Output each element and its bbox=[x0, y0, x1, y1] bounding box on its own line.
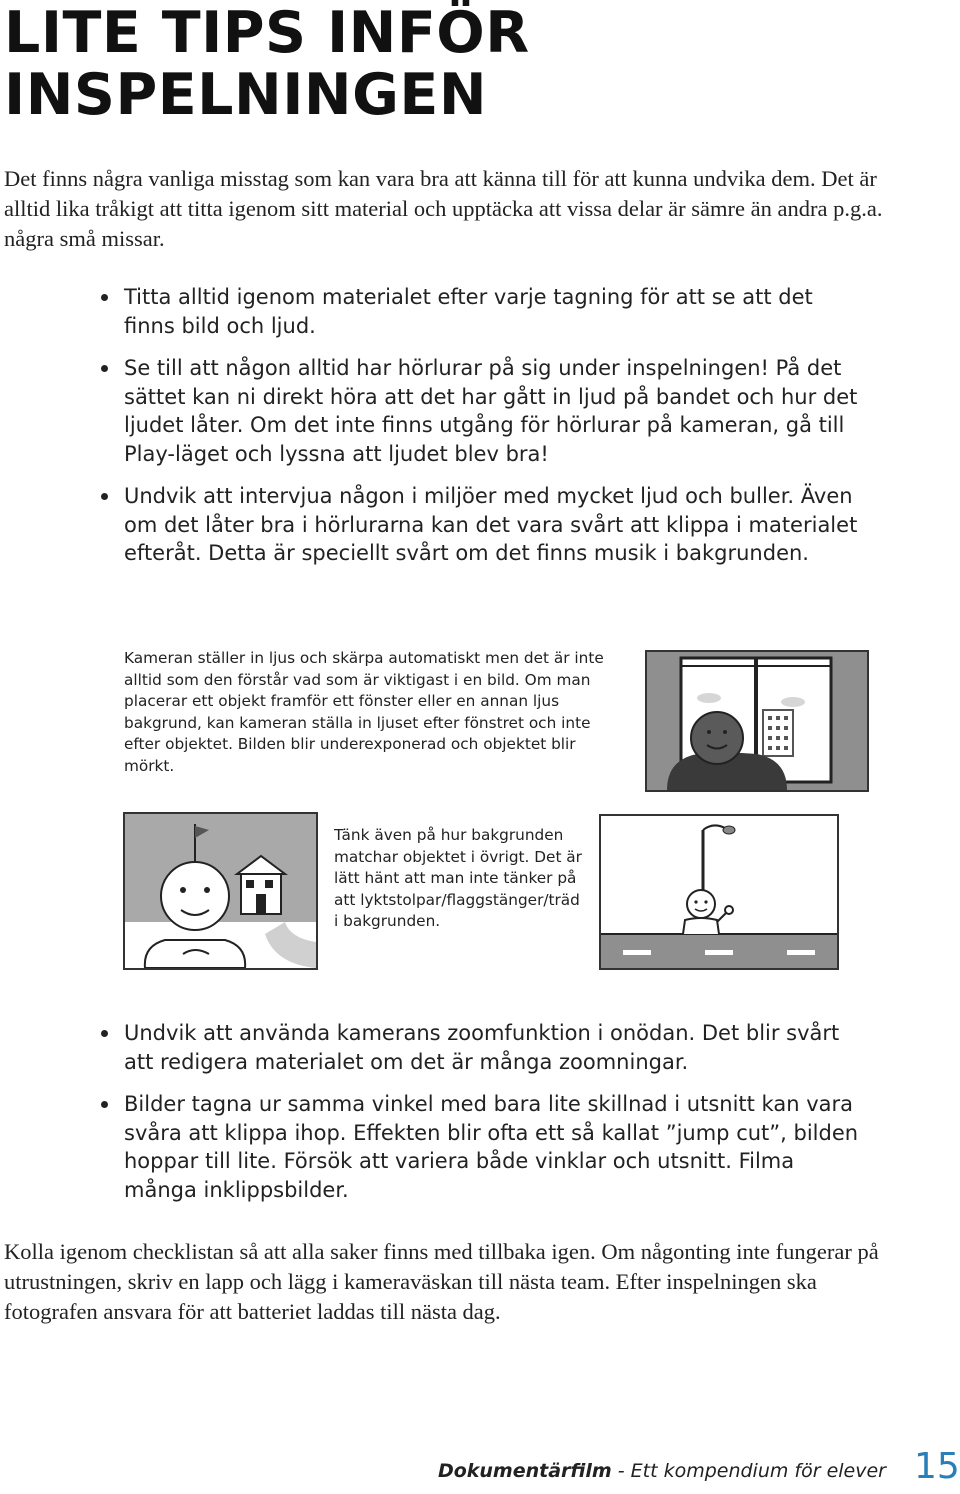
bullet-icon bbox=[101, 1030, 108, 1037]
tip-text: Titta alltid igenom materialet efter varje tagning för att se att det finns bild och ljud. bbox=[124, 285, 813, 338]
title-line-2: INSPELNINGEN bbox=[4, 62, 488, 128]
list-item bbox=[0, 283, 860, 340]
tip-text: Undvik att intervjua någon i miljöer med mycket ljud och buller. Även om det låter bra i hörlurarna kan det vara svårt att klippa i materialet efteråt. Detta är speciellt svårt om det finns musik i bakgrunden. bbox=[124, 484, 858, 565]
backlight-caption: Kameran ställer in ljus och skärpa automatiskt men det är inte alltid som den förstår vad som är viktigast i en bild. Om man placerar ett objekt framför ett fönster eller en annan ljus bakgrund, kan kameran ställa in ljuset efter fönstret och inte efter objektet. Bilden blir underexponerad och objektet blir mörkt. bbox=[124, 649, 604, 775]
list-item bbox=[0, 1019, 860, 1076]
bullet-icon bbox=[101, 1101, 108, 1108]
list-item bbox=[0, 482, 860, 568]
running-footer bbox=[438, 1460, 886, 1482]
page-number: 15 bbox=[914, 1446, 960, 1487]
streetlamp-illustration bbox=[599, 814, 839, 970]
intro-paragraph: Det finns några vanliga misstag som kan vara bra att känna till för att kunna undvika dem. Det är alltid lika tråkigt att titta igenom sitt material och upptäcka att vissa delar är sämre än andra p.g.a. några små missar. bbox=[4, 166, 883, 251]
footer-title: Dokumentärfilm bbox=[437, 1460, 612, 1482]
tip-text: Undvik att använda kamerans zoomfunktion i onödan. Det blir svårt att redigera materialet om det är många zoomningar. bbox=[124, 1021, 840, 1074]
tips-list-bottom bbox=[0, 1019, 860, 1204]
page-title bbox=[4, 2, 530, 126]
list-item bbox=[0, 354, 860, 468]
background-caption: Tänk även på hur bakgrunden matchar objektet i övrigt. Det är lätt hänt att man inte tänker på att lyktstolpar/flaggstänger/träd i bakgrunden. bbox=[334, 826, 582, 930]
closing-paragraph: Kolla igenom checklistan så att alla saker finns med tillbaka igen. Om någonting inte fungerar på utrustningen, skriv en lapp och lägg i kameraväskan till nästa team. Efter inspelningen ska fotografen ansvara för att batteriet laddas till nästa dag. bbox=[4, 1239, 879, 1324]
title-line-1: LITE TIPS INFÖR bbox=[4, 0, 530, 66]
bullet-icon bbox=[101, 493, 108, 500]
tips-list-top bbox=[0, 283, 860, 568]
footer-subtitle: - Ett kompendium för elever bbox=[611, 1460, 886, 1482]
backlit-window-illustration bbox=[645, 650, 869, 792]
tip-text: Bilder tagna ur samma vinkel med bara lite skillnad i utsnitt kan vara svåra att klippa ihop. Effekten blir ofta ett så kallat ”jump cut”, bilden hoppar till lite. Försök att variera både vinklar och utsnitt. Filma många inklippsbilder. bbox=[124, 1092, 859, 1202]
list-item bbox=[0, 1090, 860, 1204]
flag-background-illustration bbox=[123, 812, 318, 970]
bullet-icon bbox=[101, 365, 108, 372]
tip-text: Se till att någon alltid har hörlurar på sig under inspelningen! På det sättet kan ni direkt höra att det har gått in ljud på bandet och hur det ljudet låter. Om det inte finns utgång för hörlurar på kameran, gå till Play-läget och lyssna att ljudet blev bra! bbox=[124, 356, 858, 466]
bullet-icon bbox=[101, 294, 108, 301]
